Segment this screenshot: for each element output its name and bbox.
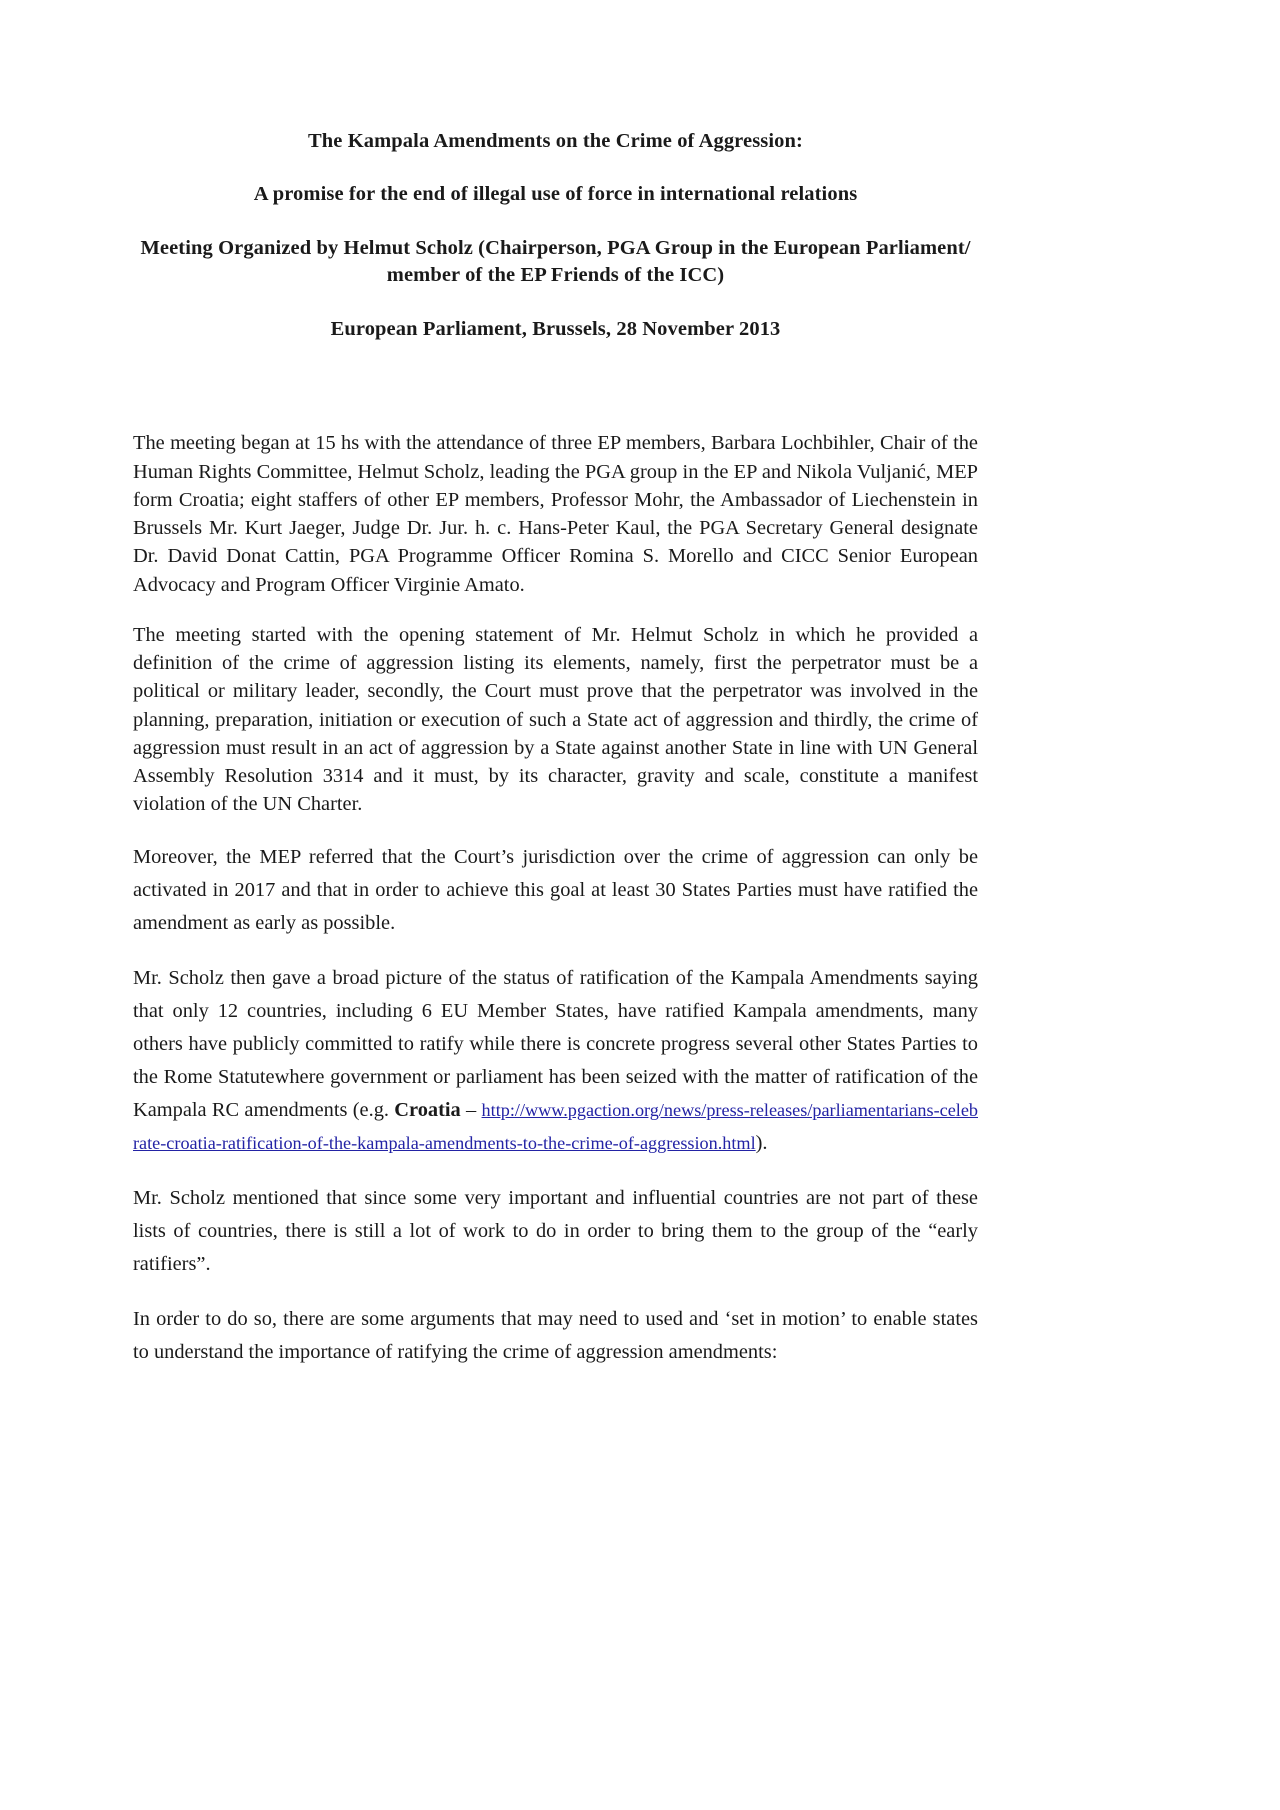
title-line-subtitle: A promise for the end of illegal use of force in international relations	[253, 183, 858, 206]
paragraph-influential-countries: Mr. Scholz mentioned that since some very important and influential countries are not part of these lists of countries, there is still a lot of work to do in order to bring them to the group of the “early ratifiers”.	[133, 1187, 978, 1276]
title-line-venue-date: European Parliament, Brussels, 28 November 2013	[330, 317, 781, 340]
document-title-block	[133, 0, 978, 343]
paragraph-jurisdiction: Moreover, the MEP referred that the Court’s jurisdiction over the crime of aggression can only be activated in 2017 and that in order to achieve this goal at least 30 States Parties must have ratified the amendment as early as possible.	[133, 845, 978, 934]
paragraph-opening-statement: The meeting started with the opening statement of Mr. Helmut Scholz in which he provided a definition of the crime of aggression listing its elements, namely, first the perpetrator must be a political or military leader, secondly, the Court must prove that the perpetrator was involved in the planning, preparation, initiation or execution of such a State act of aggression and thirdly, the crime of aggression must result in an act of aggression by a State against another State in line with UN General Assembly Resolution 3314 and it must, by its character, gravity and scale, constitute a manifest violation of the UN Charter.	[133, 623, 978, 816]
press-release-link[interactable]: http://www.pgaction.org/news/press-releases/parliamentarians-celebrate-croatia-ratification-of-the-kampala-amendments-to-the-crime-of-aggression.html	[133, 1099, 978, 1153]
title-line-main: The Kampala Amendments on the Crime of Aggression:	[308, 130, 803, 152]
paragraph-ratification-text: Mr. Scholz then gave a broad picture of the status of ratification of the Kampala Amendments saying that only 12 countries, including 6 EU Member States, have ratified Kampala amendments, many others have publicly committed to ratify while there is concrete progress several other States Parties to the Rome Statutewhere government or parliament has been seized with the matter of ratification of the Kampala RC amendments (e.g.	[133, 966, 978, 1121]
document-body	[133, 429, 978, 1369]
title-line-organizer: Meeting Organized by Helmut Scholz (Chairperson, PGA Group in the European Parliament/ member of the EP Friends of the ICC)	[140, 236, 971, 287]
paragraph-ratification-closing: ).	[755, 1131, 768, 1154]
dash-separator: –	[460, 1098, 482, 1121]
paragraph-ratification-status	[133, 962, 978, 1160]
paragraph-attendance: The meeting began at 15 hs with the attendance of three EP members, Barbara Lochbihler, Chair of the Human Rights Committee, Helmut Scholz, leading the PGA group in the EP and Nikola Vuljanić, MEP form Croatia; eight staffers of other EP members, Professor Mohr, the Ambassador of Liechenstein in Brussels Mr. Kurt Jaeger, Judge Dr. Jur. h. c. Hans-Peter Kaul, the PGA Secretary General designate Dr. David Donat Cattin, PGA Programme Officer Romina S. Morello and CICC Senior European Advocacy and Program Officer Virginie Amato.	[133, 432, 978, 596]
country-name-croatia: Croatia	[394, 1098, 461, 1121]
paragraph-arguments-intro: In order to do so, there are some arguments that may need to used and ‘set in motion’ to enable states to understand the importance of ratifying the crime of aggression amendments:	[133, 1308, 978, 1364]
document-content	[133, 0, 978, 1369]
